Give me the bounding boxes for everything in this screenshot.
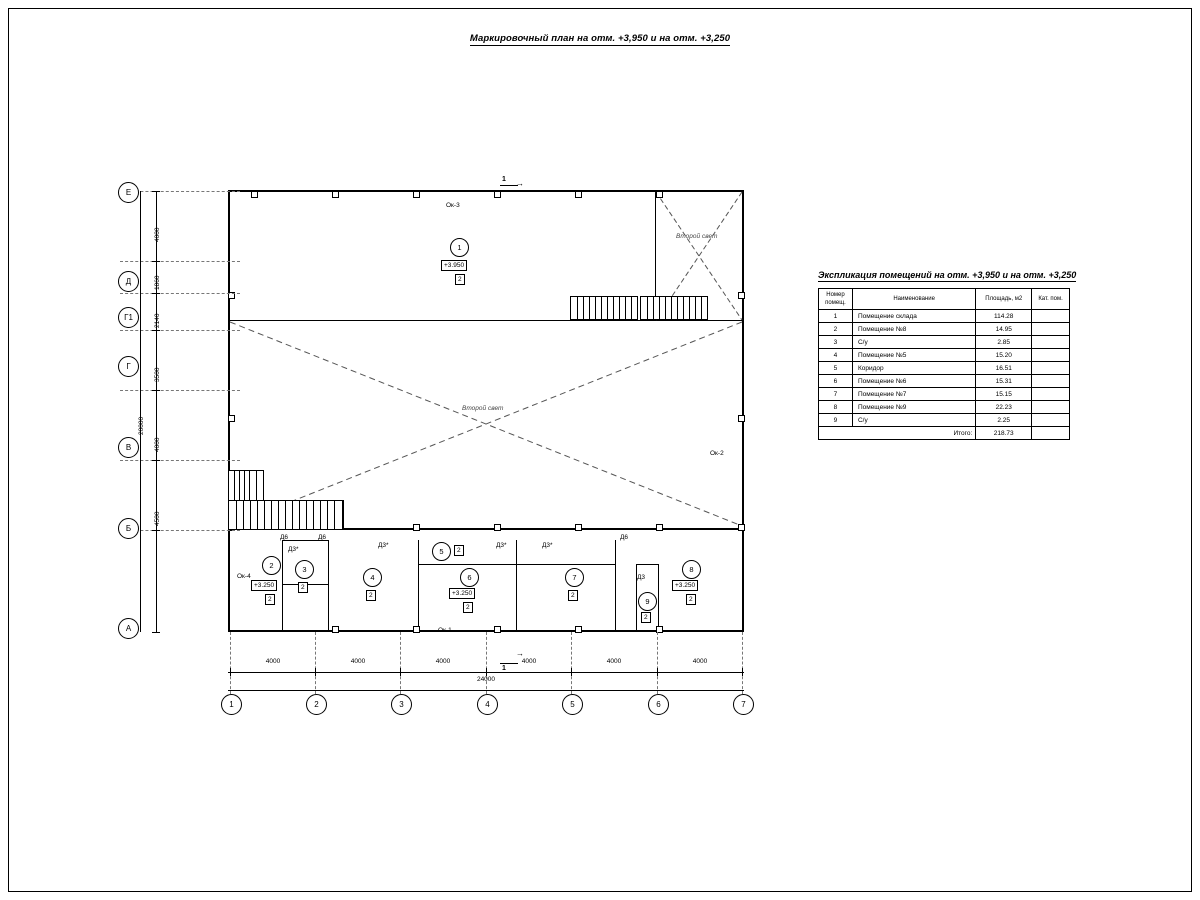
axis-line-3: [400, 632, 401, 694]
room-category-7: 2: [568, 590, 578, 601]
dim-chain-v-inner: [156, 191, 157, 632]
floor-plan: [110, 160, 790, 740]
cell-room-number: 5: [819, 362, 853, 375]
header-room-number: Номер помещ.: [819, 289, 853, 310]
cell-room-cat: [1032, 336, 1070, 349]
table-row: [819, 401, 1070, 414]
cell-room-name: С/у: [852, 336, 975, 349]
room-level-2: +3.250: [251, 580, 277, 591]
cell-room-area: 14.95: [976, 323, 1032, 336]
cell-room-number: 7: [819, 388, 853, 401]
room-category-2: 2: [265, 594, 275, 605]
dim-tick: [152, 191, 160, 192]
door-label-d3-1: Д3*: [288, 546, 299, 553]
cell-room-name: Помещение №9: [852, 401, 975, 414]
cell-room-cat: [1032, 401, 1070, 414]
door-label-d6-2: Д6: [318, 534, 327, 541]
room-number-3: 3: [295, 560, 314, 579]
axis-bubble-4[interactable]: 4: [477, 694, 498, 715]
dim-tick: [152, 530, 160, 531]
room-category-3: 2: [298, 582, 308, 593]
column-marker: [494, 524, 501, 531]
cell-room-area: 114.28: [976, 310, 1032, 323]
column-marker: [413, 626, 420, 633]
room-schedule-table: [818, 288, 1070, 440]
stair-left-upper: [228, 470, 264, 502]
axis-bubble-7[interactable]: 7: [733, 694, 754, 715]
table-row: [819, 310, 1070, 323]
cell-room-cat: [1032, 388, 1070, 401]
axis-bubble-g[interactable]: Г: [118, 356, 139, 377]
axis-line-d: [120, 261, 240, 262]
dim-v-2: 1860: [154, 275, 161, 290]
dim-h-6: 4000: [692, 658, 708, 665]
section-arrow-top: →: [516, 179, 524, 188]
window-label-ok2: Ок-2: [710, 450, 724, 457]
dim-chain-h-outer: [228, 690, 744, 691]
dim-tick: [152, 330, 160, 331]
cell-room-name: Помещение №7: [852, 388, 975, 401]
table-header-row: [819, 289, 1070, 310]
total-label: Итого:: [819, 427, 976, 440]
dim-tick: [152, 261, 160, 262]
table-row: [819, 362, 1070, 375]
cell-room-number: 8: [819, 401, 853, 414]
axis-line-7: [742, 632, 743, 694]
column-marker: [575, 524, 582, 531]
void-label-1: Второй свет: [676, 233, 718, 240]
column-marker: [738, 292, 745, 299]
room-level-8: +3.250: [672, 580, 698, 591]
axis-bubble-3[interactable]: 3: [391, 694, 412, 715]
axis-line-6: [657, 632, 658, 694]
stair-wall: [342, 500, 343, 530]
stair-upper-right-b: [640, 296, 708, 320]
room-schedule: [818, 270, 1094, 440]
column-marker: [228, 415, 235, 422]
room-schedule-caption-text: Экспликация помещений на отм. +3,950 и на отм. +3,250: [818, 270, 1077, 280]
column-marker: [656, 524, 663, 531]
room-number-7: 7: [565, 568, 584, 587]
window-label-ok1: Ок-1: [438, 627, 452, 634]
dim-h-1: 4000: [265, 658, 281, 665]
room-category-5: 2: [454, 545, 464, 556]
room-number-8: 8: [682, 560, 701, 579]
table-row: [819, 375, 1070, 388]
dim-tick: [315, 668, 316, 676]
cell-room-cat: [1032, 375, 1070, 388]
cell-room-area: 16.51: [976, 362, 1032, 375]
dim-h-total: 24000: [476, 676, 496, 683]
dim-h-2: 4000: [350, 658, 366, 665]
room-number-1: 1: [450, 238, 469, 257]
dim-tick: [230, 668, 231, 676]
total-cat: [1032, 427, 1070, 440]
axis-line-4: [486, 632, 487, 694]
door-label-d3-4: Д3*: [542, 542, 553, 549]
room-category-6: 2: [463, 602, 473, 613]
column-marker: [494, 191, 501, 198]
room-number-2: 2: [262, 556, 281, 575]
cell-room-name: Помещение №6: [852, 375, 975, 388]
cell-room-number: 4: [819, 349, 853, 362]
dim-v-1: 4000: [154, 227, 161, 242]
plan-title-text: Маркировочный план на отм. +3,950 и на отм. +3,250: [469, 33, 731, 44]
door-label-d3-5: Д3: [637, 574, 646, 581]
section-mark-bottom: 1: [502, 665, 506, 672]
stair-upper-right-a: [570, 296, 638, 320]
table-row: [819, 323, 1070, 336]
room-number-6: 6: [460, 568, 479, 587]
axis-bubble-a[interactable]: А: [118, 618, 139, 639]
cell-room-cat: [1032, 349, 1070, 362]
section-arrow-bottom: →: [516, 649, 524, 658]
cell-room-number: 2: [819, 323, 853, 336]
table-row: [819, 336, 1070, 349]
dim-tick: [152, 632, 160, 633]
cell-room-area: 15.20: [976, 349, 1032, 362]
header-room-cat: Кат. пом.: [1032, 289, 1070, 310]
cell-room-cat: [1032, 323, 1070, 336]
cell-room-number: 3: [819, 336, 853, 349]
axis-bubble-2[interactable]: 2: [306, 694, 327, 715]
dim-tick: [400, 668, 401, 676]
dim-tick: [152, 460, 160, 461]
axis-line-1: [230, 632, 231, 694]
axis-bubble-e[interactable]: Е: [118, 182, 139, 203]
table-row: [819, 414, 1070, 427]
dim-v-6: 4500: [154, 511, 161, 526]
axis-bubble-d[interactable]: Д: [118, 271, 139, 292]
column-marker: [251, 191, 258, 198]
stair-left-lower: [228, 500, 344, 530]
axis-bubble-g1[interactable]: Г1: [118, 307, 139, 328]
axis-bubble-1[interactable]: 1: [221, 694, 242, 715]
door-label-d6-3: Д6: [620, 534, 629, 541]
cell-room-name: Коридор: [852, 362, 975, 375]
dim-tick: [571, 668, 572, 676]
axis-bubble-v[interactable]: В: [118, 437, 139, 458]
cell-room-area: 15.15: [976, 388, 1032, 401]
cell-room-name: Помещение склада: [852, 310, 975, 323]
axis-line-g: [120, 330, 240, 331]
void-label-2: Второй свет: [462, 405, 504, 412]
room-number-5: 5: [432, 542, 451, 561]
cell-room-area: 15.31: [976, 375, 1032, 388]
dim-v-total: 20000: [138, 416, 145, 435]
dim-tick: [486, 668, 487, 676]
column-marker: [575, 626, 582, 633]
cell-room-name: С/у: [852, 414, 975, 427]
cell-room-number: 6: [819, 375, 853, 388]
cell-room-area: 2.25: [976, 414, 1032, 427]
dim-h-4: 4000: [521, 658, 537, 665]
column-marker: [413, 191, 420, 198]
room-number-9: 9: [638, 592, 657, 611]
dim-tick: [152, 390, 160, 391]
column-marker: [738, 415, 745, 422]
window-label-ok3: Ок-3: [446, 202, 460, 209]
door-label-d3-2: Д3*: [378, 542, 389, 549]
cell-room-cat: [1032, 310, 1070, 323]
axis-line-5: [571, 632, 572, 694]
room-category-4: 2: [366, 590, 376, 601]
column-marker: [656, 191, 663, 198]
cell-room-area: 2.85: [976, 336, 1032, 349]
plan-title: [0, 33, 1200, 44]
room-level-6: +3.250: [449, 588, 475, 599]
column-marker: [332, 191, 339, 198]
door-label-d3-3: Д3*: [496, 542, 507, 549]
cell-room-area: 22.23: [976, 401, 1032, 414]
axis-bubble-6[interactable]: 6: [648, 694, 669, 715]
axis-line-g1: [120, 293, 240, 294]
header-room-area: Площадь, м2: [976, 289, 1032, 310]
cell-room-number: 9: [819, 414, 853, 427]
column-marker: [575, 191, 582, 198]
axis-bubble-5[interactable]: 5: [562, 694, 583, 715]
room-category-8: 2: [686, 594, 696, 605]
dim-h-3: 4000: [435, 658, 451, 665]
room-number-4: 4: [363, 568, 382, 587]
cell-room-name: Помещение №8: [852, 323, 975, 336]
axis-bubble-b[interactable]: Б: [118, 518, 139, 539]
cell-room-number: 1: [819, 310, 853, 323]
header-room-name: Наименование: [852, 289, 975, 310]
dim-tick: [657, 668, 658, 676]
column-marker: [738, 524, 745, 531]
dim-tick: [152, 293, 160, 294]
room-level-1: +3.950: [441, 260, 467, 271]
dim-tick: [742, 668, 743, 676]
room-category-9: 2: [641, 612, 651, 623]
cell-room-name: Помещение №5: [852, 349, 975, 362]
table-total-row: [819, 427, 1070, 440]
total-value: 218.73: [976, 427, 1032, 440]
axis-line-v: [120, 390, 240, 391]
room-category-1: 2: [455, 274, 465, 285]
door-label-d6-1: Д6: [280, 534, 289, 541]
column-marker: [332, 626, 339, 633]
table-row: [819, 349, 1070, 362]
cell-room-cat: [1032, 414, 1070, 427]
dim-v-5: 4000: [154, 437, 161, 452]
dim-v-3: 2140: [154, 313, 161, 328]
cell-room-cat: [1032, 362, 1070, 375]
axis-line-b: [120, 460, 240, 461]
dim-v-4: 3500: [154, 367, 161, 382]
window-label-ok4: Ок-4: [237, 573, 251, 580]
dim-h-5: 4000: [606, 658, 622, 665]
table-row: [819, 388, 1070, 401]
column-marker: [494, 626, 501, 633]
section-mark-top: 1: [502, 176, 506, 183]
dim-chain-v-outer: [140, 191, 141, 632]
column-marker: [413, 524, 420, 531]
room-schedule-caption: [818, 270, 1094, 280]
axis-line-2: [315, 632, 316, 694]
